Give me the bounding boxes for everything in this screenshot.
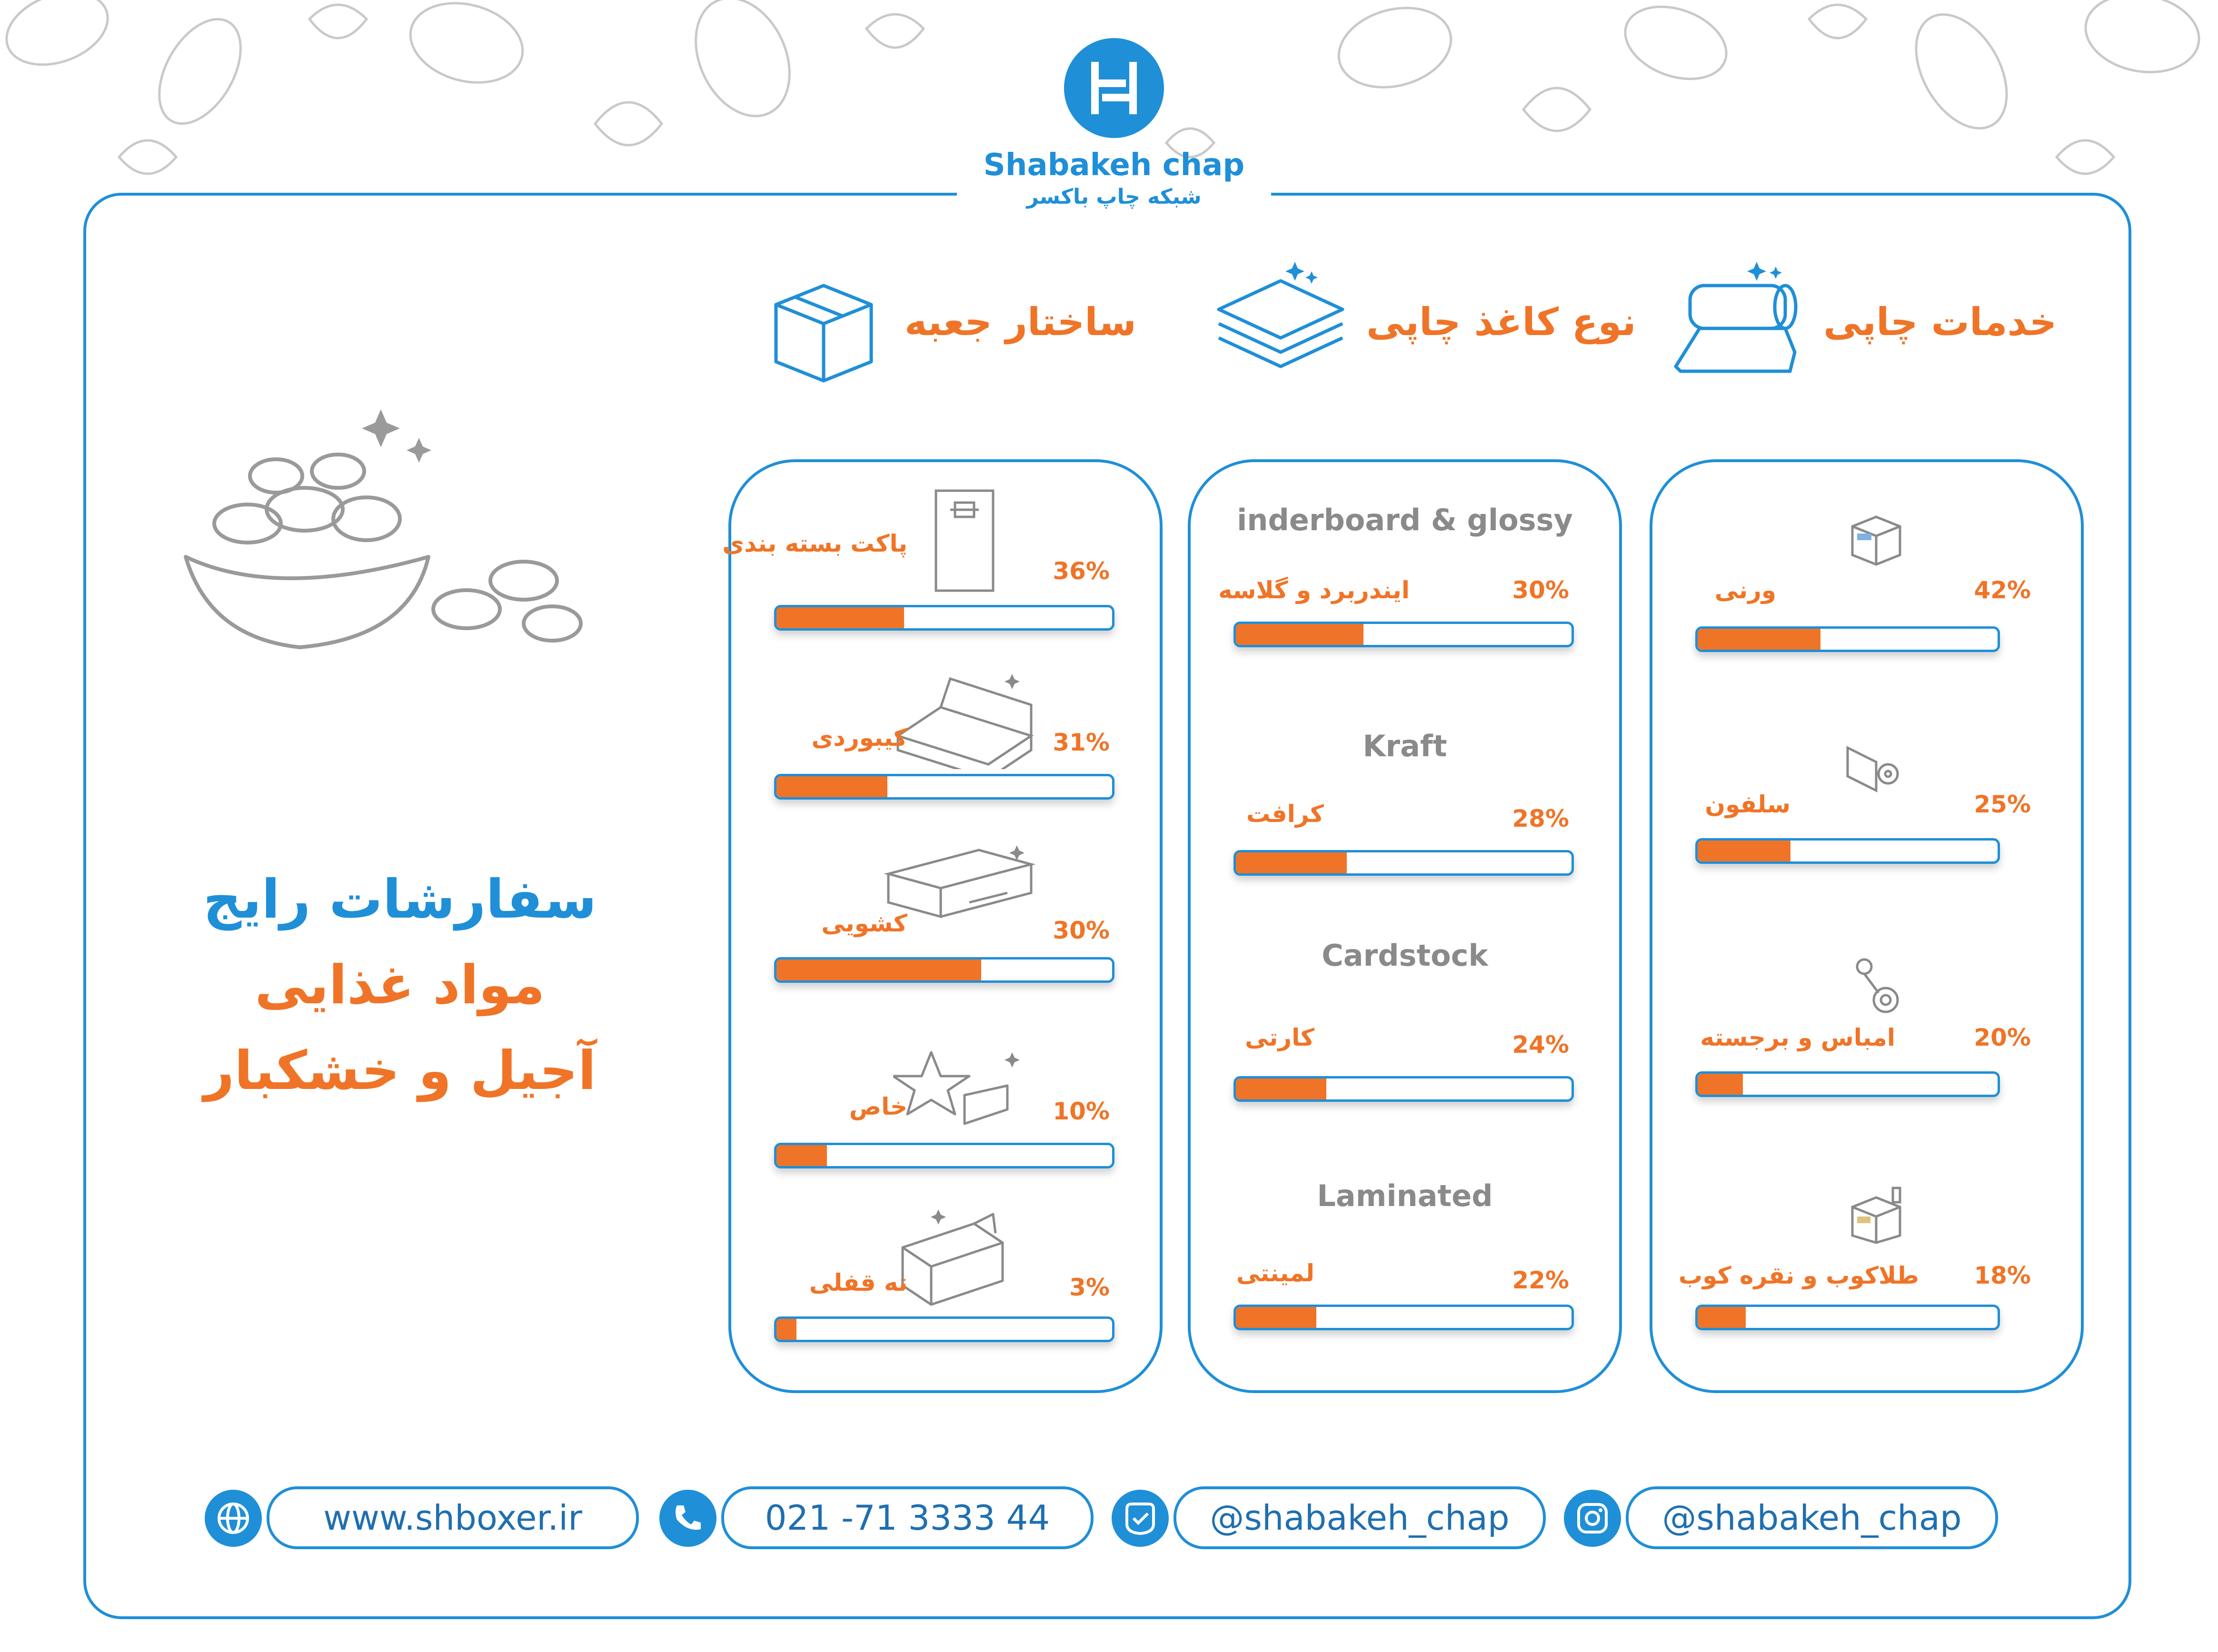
row-label: کشویی (821, 910, 907, 937)
brand-logo (962, 38, 1266, 209)
row-percent: 22% (1512, 1266, 1569, 1294)
progress-bar (774, 957, 1114, 983)
row-label: ته قفلی (809, 1269, 907, 1296)
brand-name: Shabakeh chap (983, 148, 1245, 183)
cellophane-roll-icon (1843, 738, 1905, 795)
varnish-box-icon (1848, 507, 1905, 569)
row-label: ورنی (1714, 576, 1776, 604)
brand-subtitle: شبکه چاپ باکسر (1026, 185, 1202, 209)
progress-fill (776, 960, 981, 980)
progress-fill (1698, 1074, 1743, 1095)
paper-bag-icon (931, 481, 998, 595)
progress-fill (1236, 624, 1363, 645)
progress-fill (776, 776, 887, 797)
globe-icon (205, 1490, 262, 1547)
progress-bar (1233, 1076, 1574, 1102)
row-percent: 25% (1974, 791, 2031, 818)
progress-bar (1233, 1305, 1574, 1330)
progress-bar (1695, 1071, 2000, 1097)
card-paper-type (1188, 459, 1622, 1393)
progress-fill (1236, 1078, 1326, 1099)
phone-icon (659, 1490, 716, 1547)
row-percent: 31% (1053, 729, 1110, 756)
lock-bottom-box-icon (893, 1205, 1012, 1314)
eitaa-handle[interactable]: @shabakeh_chap (1174, 1486, 1546, 1549)
logo-mark-icon (1064, 38, 1164, 138)
gold-foil-box-icon (1848, 1183, 1910, 1245)
progress-fill (776, 607, 904, 628)
hero-title (186, 857, 614, 1114)
progress-bar (1695, 626, 2000, 652)
progress-bar (774, 605, 1114, 631)
row-percent: 28% (1512, 805, 1569, 832)
paper-name-en: Laminated (1317, 1178, 1493, 1213)
row-label: پاکت بسته بندی (722, 530, 907, 557)
instagram-icon (1564, 1490, 1621, 1547)
section-title-print-services: خدمات چاپی (1823, 300, 2057, 344)
row-percent: 3% (1069, 1274, 1110, 1301)
hero-line-3: آجیل و خشکبار (203, 1040, 597, 1102)
progress-fill (1698, 1307, 1746, 1328)
card-print-services (1650, 459, 2084, 1393)
row-percent: 42% (1974, 576, 2031, 604)
website-link[interactable]: www.shboxer.ir (267, 1486, 639, 1549)
progress-bar (1695, 838, 2000, 864)
box-icon (766, 267, 881, 390)
star-box-icon (893, 1043, 1026, 1138)
row-percent: 24% (1512, 1031, 1569, 1058)
nuts-bowl-icon (181, 400, 600, 657)
progress-bar (1233, 622, 1574, 647)
section-title-paper-type: نوع کاغذ چاپی (1366, 300, 1636, 344)
emboss-stamp-icon (1850, 955, 1902, 1017)
progress-fill (1236, 1307, 1316, 1328)
progress-fill (1698, 629, 1820, 650)
eitaa-icon (1112, 1490, 1169, 1547)
row-label: خاص (849, 1093, 907, 1120)
section-title-box-structure: ساختار جعبه (905, 300, 1136, 344)
paper-name-en: inderboard & glossy (1237, 503, 1573, 537)
row-percent: 36% (1053, 557, 1110, 585)
row-label: امباس و برجسته (1700, 1024, 1895, 1051)
row-percent: 30% (1053, 917, 1110, 944)
progress-fill (1698, 841, 1790, 861)
progress-bar (774, 1316, 1114, 1342)
row-label: کیبوردی (811, 724, 907, 752)
keyboard-box-icon (893, 669, 1036, 769)
instagram-handle[interactable]: @shabakeh_chap (1626, 1486, 1998, 1549)
paper-name-en: Kraft (1363, 729, 1447, 763)
row-percent: 30% (1512, 576, 1569, 604)
progress-bar (774, 774, 1114, 800)
row-percent: 18% (1974, 1262, 2031, 1289)
row-label: کرافت (1246, 800, 1324, 828)
row-label: لمینتی (1236, 1259, 1314, 1287)
progress-bar (1233, 850, 1574, 876)
phone-number[interactable]: 021 -71 3333 44 (721, 1486, 1094, 1549)
printing-roller-icon (1671, 257, 1804, 381)
row-percent: 10% (1053, 1098, 1110, 1125)
hero-line-1: سفارشات رایج (203, 869, 597, 930)
progress-fill (1236, 852, 1347, 873)
row-percent: 20% (1974, 1024, 2031, 1051)
progress-bar (774, 1143, 1114, 1168)
row-label: کارتی (1245, 1024, 1314, 1051)
progress-bar (1695, 1305, 2000, 1330)
row-label: طلاکوب و نقره کوب (1678, 1262, 1919, 1289)
progress-fill (776, 1145, 827, 1166)
paper-name-en: Cardstock (1322, 938, 1488, 973)
row-label: ایندربرد و گلاسه (1218, 576, 1410, 604)
paper-stack-icon (1214, 257, 1347, 371)
card-box-structure (722, 459, 1163, 1393)
hero-line-2: مواد غذایی (255, 954, 545, 1016)
row-label: سلفون (1705, 791, 1790, 818)
progress-fill (776, 1319, 796, 1340)
